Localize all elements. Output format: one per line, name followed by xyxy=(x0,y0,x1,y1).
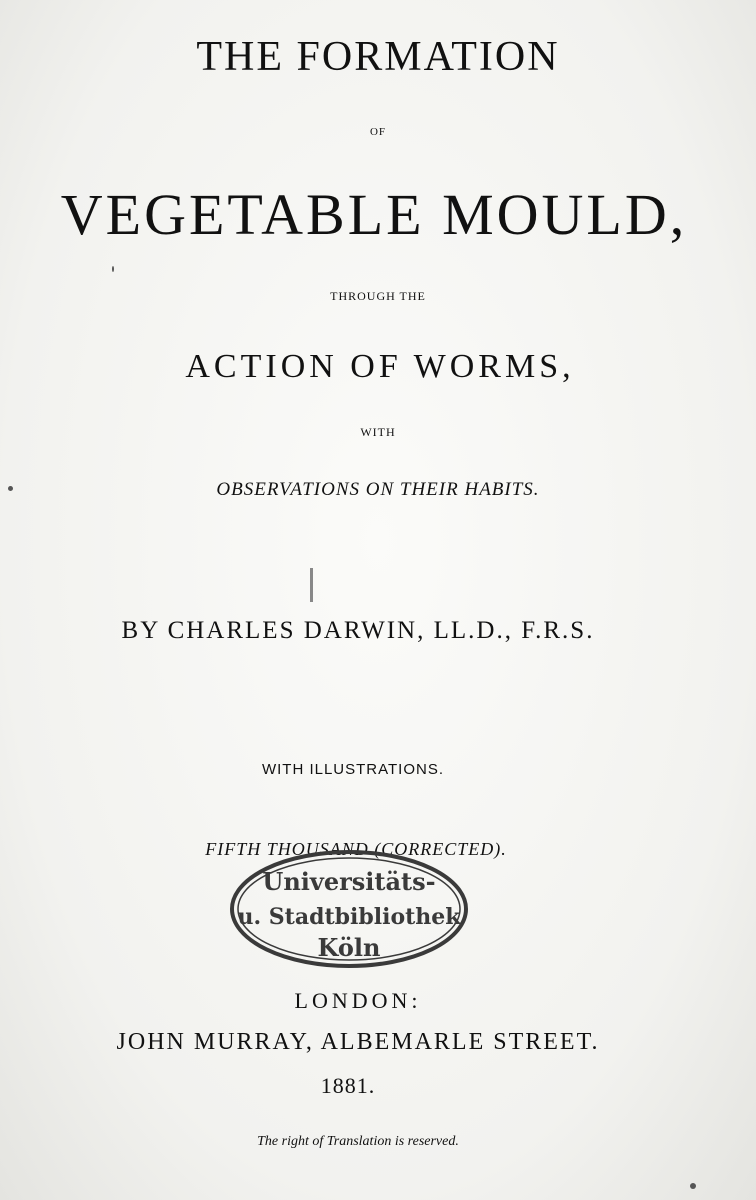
rights-notice: The right of Translation is reserved. xyxy=(257,1134,459,1149)
imprint-place: LONDON: xyxy=(294,988,422,1013)
imprint-year: 1881. xyxy=(320,1073,376,1098)
title-line-1: THE FORMATION xyxy=(196,34,560,80)
title-line-3: ACTION OF WORMS, xyxy=(185,348,575,385)
paper-speck xyxy=(690,1183,696,1189)
imprint-publisher: JOHN MURRAY, ALBEMARLE STREET. xyxy=(116,1029,600,1055)
author-line: BY CHARLES DARWIN, LL.D., F.R.S. xyxy=(121,617,595,644)
paper-speck xyxy=(112,266,114,272)
illustrations-note: WITH ILLUSTRATIONS. xyxy=(261,761,445,778)
title-line-2: VEGETABLE MOULD, xyxy=(60,182,688,247)
paper-speck xyxy=(8,486,13,491)
stamp-line-1: Universitäts- xyxy=(262,867,436,896)
title-connector-of: OF xyxy=(369,126,387,138)
library-stamp xyxy=(228,848,470,970)
stamp-line-3: Köln xyxy=(317,933,381,962)
edition-note: FIFTH THOUSAND (CORRECTED). xyxy=(205,839,507,859)
stamp-line-2: u. Stadtbibliothek xyxy=(237,904,461,930)
subtitle: OBSERVATIONS ON THEIR HABITS. xyxy=(216,479,540,500)
title-connector-with: WITH xyxy=(360,425,396,439)
title-connector-through: THROUGH THE xyxy=(330,289,426,303)
printer-mark xyxy=(310,568,313,602)
